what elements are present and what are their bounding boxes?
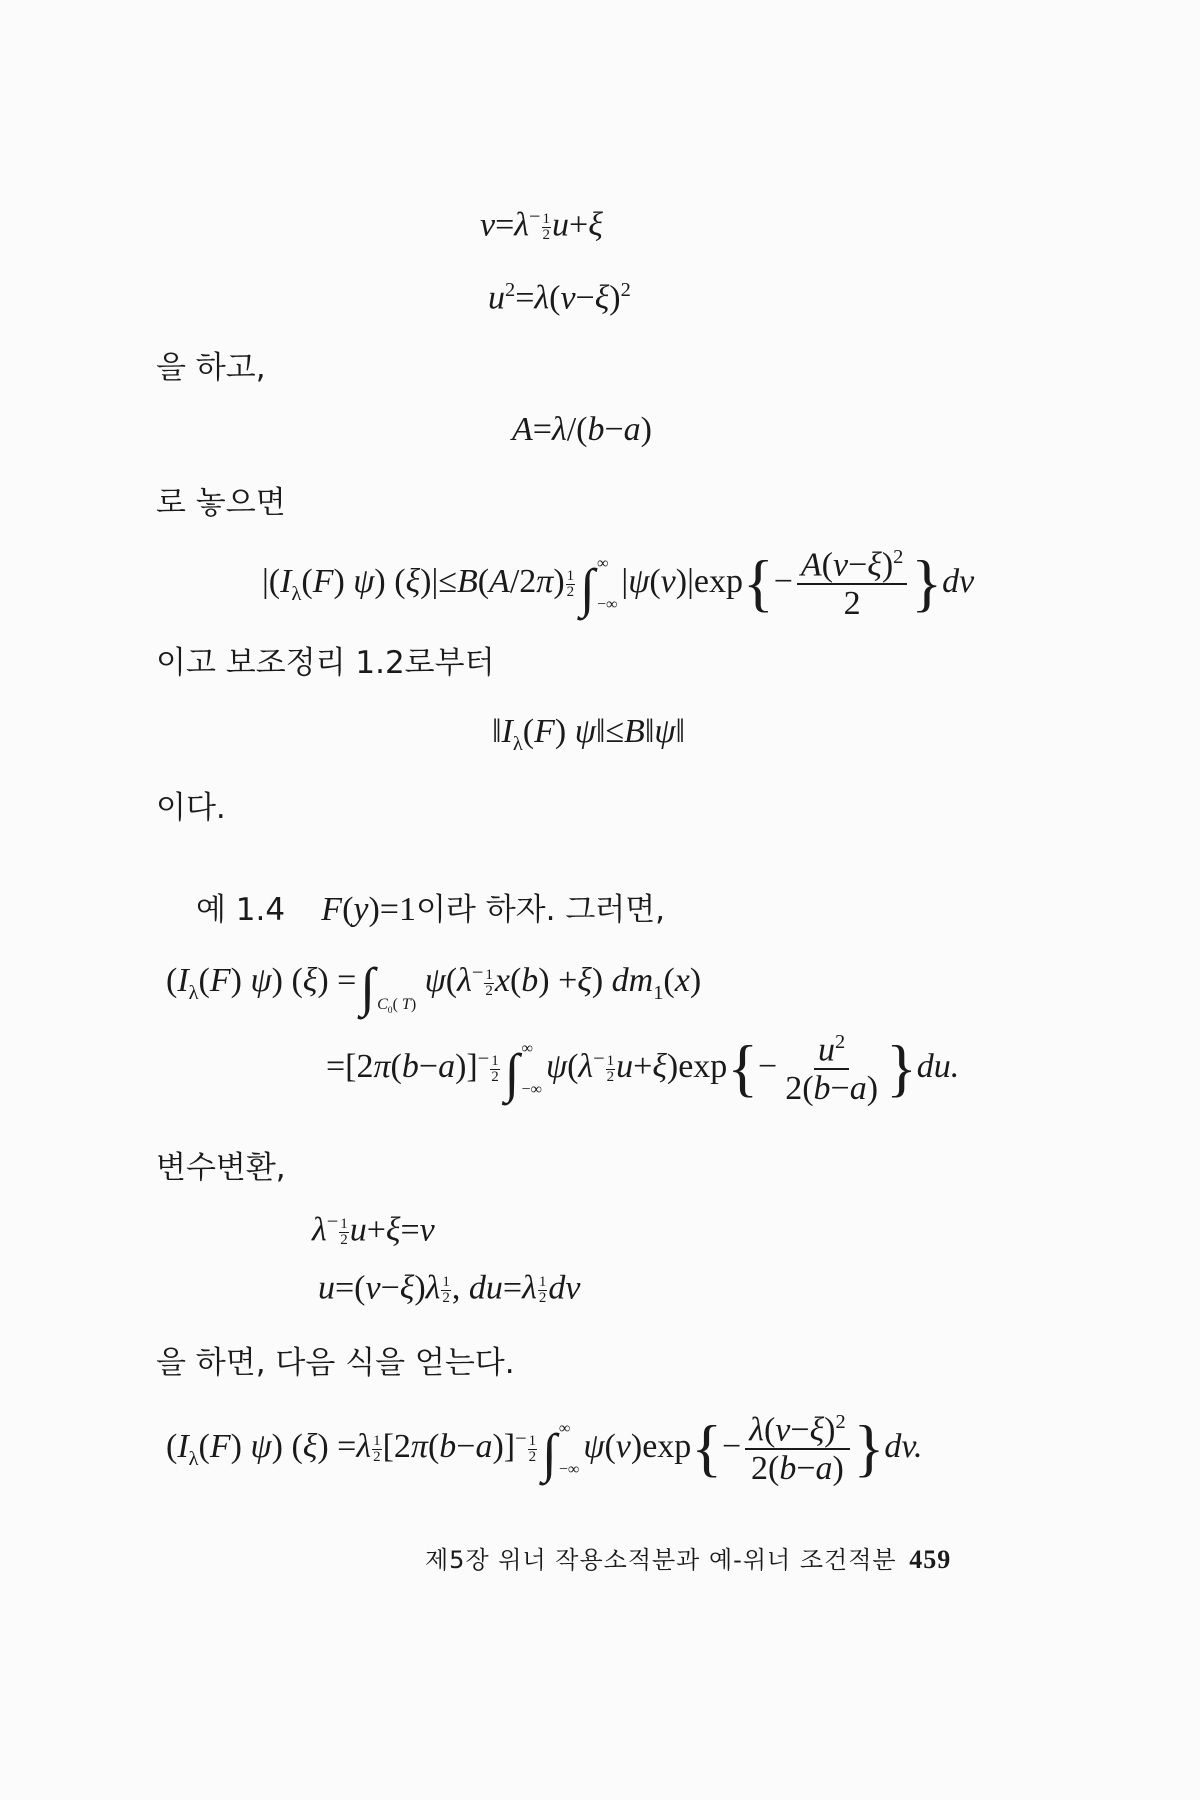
equation-A-def: A=λ/(b−a) — [512, 411, 652, 448]
chapter-title: 제5장 위너 작용소적분과 예-위너 조건적분 — [425, 1546, 897, 1574]
example-label: 예 1.4 — [196, 892, 286, 928]
text-line-3: 이고 보조정리 1.2로부터 — [156, 645, 495, 681]
text-line-6: 을 하면, 다음 식을 얻는다. — [156, 1345, 515, 1381]
example-heading: 예 1.4 F(y)=1이라 하자. 그러면, — [196, 891, 666, 928]
text-line-1: 을 하고, — [156, 350, 266, 386]
equation-u-squared: $u^2=\lambda(v-\xi)^2$ — [488, 279, 631, 317]
equation-final: ($I_\lambda(F)$ ψ) (ξ) =λ $^{\frac{1}{2}}$ $[2\pi(b-a)]^{- \frac{1}{2}}$ ∫ ∞ −∞ ψ(v)exp{− $\frac{\lambda(v-\xi)^2}{2(b-a)}$ }dv. — [166, 1410, 923, 1488]
page-footer — [425, 1540, 951, 1575]
equation-example-result: $=[2\pi(b-a)]^{- \frac{1}{2}}$ ∫ ∞ −∞ $\psi(\lambda^{- \frac{1}{2}}$ u+ξ)exp{− $\frac{u^2}{2(b-a)}$ }du. — [326, 1030, 960, 1108]
equation-example-integral: ($I_\lambda(F)$ ψ) (ξ) =∫ $_{C_0( T)}$ $\psi(\lambda^{- \frac{1}{2}}$ x(b) +ξ) $dm_1(x)$ — [166, 957, 702, 1017]
page-number: 459 — [909, 1545, 952, 1574]
equation-substitution-2: u=(v−ξ)λ $^{\frac{1}{2}}$ , du=λ $^{\frac{1}{2}}$ dv — [318, 1269, 581, 1307]
equation-norm-bound: $‖I_\lambda(F)$ ψ‖≤B‖ψ‖ — [492, 713, 686, 755]
equation-inequality: $|(I_\lambda(F)$ ψ) (ξ)|≤B(A/2π) $^{\frac{1}{2}}$ ∫ ∞ −∞ |ψ(v)|exp{− $\frac{A(v-\xi)^2}{2}$ }dv — [262, 545, 975, 623]
equation-v-def: $v=\lambda^{- \frac{1}{2}}$ u+ξ — [480, 206, 603, 244]
equation-substitution-1: $\lambda^{- \frac{1}{2}}$ u+ξ=v — [312, 1211, 435, 1249]
text-line-2: 로 놓으면 — [156, 485, 286, 521]
example-text: 이라 하자. 그러면, — [415, 892, 666, 928]
text-line-5: 변수변환, — [156, 1150, 286, 1186]
text-line-4: 이다. — [156, 790, 226, 826]
